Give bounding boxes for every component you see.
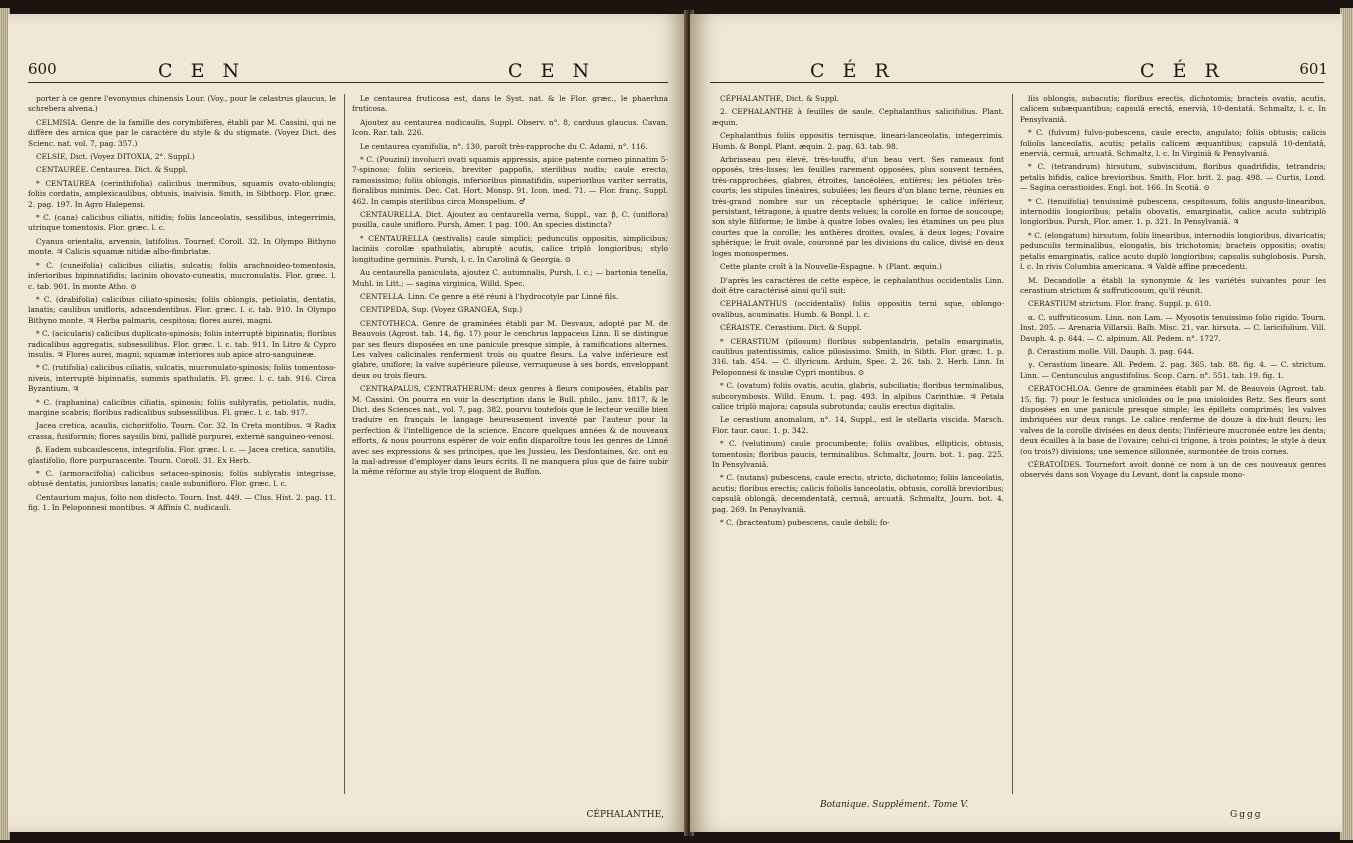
running-head: C É R [810, 60, 895, 82]
text-paragraph: 2. CEPHALANTHE à feuilles de saule. Cephalanthus salicifolius. Plant. æquin. [712, 107, 1004, 127]
text-paragraph: CERASTIUM strictum. Flor. franç. Suppl. p. 610. [1028, 299, 1212, 309]
text-paragraph: CERATOCHLOA. Genre de graminées établi par M. de Beauvois (Agrost. tab. 15, fig. 7) pour le festuca unioloides ou le poa unioloides Retz. Ses fleurs sont disposées en une panicule presque simple; les épillets comprimés; les valves imbriquées sur deux rangs. Le calice renferme de douze à dix-huit fleurs; les valves de la corolle divisées en deux dents; l'inférieure mucronée entre les dents; deux écailles à la base de l'ovaire; celui-ci trigone, à trois pointes; le style à deux (ou trois?) divisions; une semence sillonnée, surmontée de trois cornes. [1020, 384, 1326, 456]
text-paragraph: CÉPHALANTHE, Dict. & Suppl. [720, 94, 840, 103]
header-rule [710, 82, 1324, 83]
text-paragraph: * C. (tenuifolia) tenuissimè pubescens, cespitosum, foliis angusto-linearibus, internodiis longioribus; petalis obovatis, emarginatis, calice acuto subtriplò longioribus. Pursh, Flor. amer. 1. p. 321. In Pensylvaniâ. ♃ [1020, 196, 1326, 227]
text-paragraph: M. Decandolle a établi la synonymie & les variétés suivantes pour les cerastium strictum & suffruticosum, qu'il réunit. [1020, 275, 1326, 295]
text-paragraph: CENTRAPALUS, CENTRATHERUM: deux genres à fleurs composées, établis par M. Cassini. On pourra en voir la description dans le Bull. philo., janv. 1817, & le Dict. des Sciences nat., vol. 7, pag. 382, pourvu toutefois que le lecteur veuille bien traduire en français le langage heureusement inventé par l'auteur pour la perfection & l'intelligence de la science. Encore quelques années & de nouveaux efforts, & nous pourrons espérer de voir enfin disparoître tous les genres de Linné avec ses expressions & ses principes, que les Jussieu, les Desfontaines, &c. ont eu la mal-adresse d'employer dans leurs écrits. Il ne manquera plus que de faire subir la même réforme au style trop éloquent de Buffon. [352, 384, 668, 477]
text-paragraph: CENTIPEDA, Sup. (Voyez GRANGEA, Sup.) [360, 305, 523, 315]
text-paragraph: * C. (rutifolia) calicibus ciliatis, sulcatis, mucronulato-spinosis; foliis tomentoso-niveis, interruptè bipinnatis, summis spathulatis. Fl. græc. l. c. tab. 916. Circa Byzantium. ♃ [28, 363, 336, 394]
signature-mark: Gggg [1230, 810, 1263, 820]
text-paragraph: * C. (armoracifolia) calicibus setaceo-spinosis; foliis sublyratis integrisse, obtusè dentatis, junioribus lanatis; caule subunifloro. Flor. græc. l. c. [28, 469, 336, 489]
text-paragraph: Le centaurea fruticosa est, dans le Syst. nat. & le Flor. græc., le phaerhna fruticosa. [352, 94, 668, 114]
text-paragraph: * C. (tetrandrum) hirsutum, subviscidum, floribus quadrifidis, tetrandris; petalis bifidis, calice brevioribus. Smith, Flor. brit. 2. pag. 498. — Curtis, Lond. — Sagina cerastioides. Engl. bot. 166. In Scotiâ. ⊙ [1020, 162, 1326, 193]
left-page [8, 14, 686, 832]
text-paragraph: Centaurium majus, folio non disfecto. Tourn. Inst. 449. — Clus. Hist. 2. pag. 11. fig. 1. In Peloponnesi montibus. ♃ Affinis C. nudicauli. [28, 492, 336, 513]
text-paragraph: Cephalanthus foliis oppositis ternisque, lineari-lanceolatis, integerrimis. Humb. & Bonpl. Plant. æquin. 2. pag. 63. tab. 98. [712, 131, 1004, 151]
text-paragraph: * C. (drabifolia) calicibus ciliato-spinosis; foliis oblongis, petiolatis, dentatis, lanatis; caulibus unifloris, adscendentibus. Flor. græc. l. c. tab. 910. In Olympo Bithyno monte. ♃ Herba palmaris, cespitosa; flores aurei, magni. [28, 294, 336, 325]
text-paragraph: * C. (nutans) pubescens, caule erecto, stricto, dichotomo; foliis lanceolatis, acutis; floribus erectis; calicis foliolis lanceolatis, obtusis, corollâ brevioribus; capsulâ oblongâ, decemdentatâ, cernuâ, arcuatâ. Schmaltz, Journ. bot. 4. pag. 269. In Pensylvaniâ. [712, 473, 1004, 514]
text-paragraph: CELMISIA. Genre de la famille des corymbifères, établi par M. Cassini, qui ne diffère des arnica que par le caractère du style & du stigmate. (Voyez Dict. des Scienc. nat. vol. 7, pag. 357.) [28, 117, 336, 148]
text-paragraph: * CENTAURELLA (æstivalis) caule simplici; pedunculis oppositis, simplicibus; laciniis corollæ spathulatis, abruptè acutis, calice triplò longioribus; stylo longitudine germinis. Pursh, l. c. In Carolinâ & Georgia. ⊙ [352, 233, 668, 264]
text-paragraph: * C. (acicularis) calicibus duplicato-spinosis; foliis interruptè bipinnatis; floribus radicalibus aggregatis, subsessilibus. Flor. græc. l. c. tab. 911. In Litro & Cypro insulis. ♃ Flores aurei, magni; squamæ interiores sub apice atro-sanguineæ. [28, 329, 336, 359]
text-paragraph: * C. (Pouzini) involucri ovati squamis appressis, apice patente corneo pinnatim 5-7-spinoso; foliis sericeis, breviter pappofis, sterilibus nudis; caule erecto, ramosissimo; foliis oblongis, inferioribus pinnatifidis, superioribus variter serratis, floralibus minimis. Dec. Cat. Hort. Monsp. 91. Icon. ined. 71. — Flor. franç. Suppl. 462. In campis sterilibus circa Monspelium. ♂ [352, 155, 668, 206]
right-page [690, 14, 1342, 832]
text-paragraph: * C. (cana) calicibus ciliatis, nitidis; foliis lanceolatis, sessilibus, integerrimis, utrinque tomentosis. Flor. græc. l. c. [28, 213, 336, 233]
header-rule [28, 82, 668, 83]
text-paragraph: * C. (bracteatum) pubescens, caule debili; fo- [720, 518, 890, 528]
running-head: C E N [158, 60, 246, 82]
page-number: 600 [28, 60, 57, 78]
text-paragraph: CÉRAISTE. Cerastium. Dict. & Suppl. [720, 323, 862, 333]
text-paragraph: porter à ce genre l'evonymus chinensis Lour. (Voy., pour le celastrus glaucus, le schrebera alvena.) [28, 94, 336, 114]
text-paragraph: CENTELLA. Linn. Ce genre a été réuni à l'hydrocotyle par Linné fils. [360, 291, 619, 301]
text-paragraph: * C. (cuneifolia) calicibus ciliatis, sulcatis; foliis arachnoideo-tomentosis, inferioribus bipinnatifidis; laciniis obovato-cuneatis, mucronulatis. Flor. græc. l. c. tab. 901. In monte Atho. ⊙ [28, 260, 336, 291]
text-paragraph: CÉRATOÏDES. Tournefort avoit donné ce nom à un de ces nouveaux genres observés dans son Voyage du Levant, dont la capsule mono- [1020, 460, 1326, 480]
text-paragraph: * C. (elongatum) hirsutum, foliis linearibus, internodiis longioribus, divaricatis; pedunculis terminalibus, elongatis, bis trichotomis; bracteis oppositis; ovatis; petalis emarginatis, calice acuto duplò longioribus; capsulis subglobosis. Pursh, l. c. In rivis Columbia americana. ♃ Valdè affine præcedenti. [1020, 230, 1326, 272]
text-column-1 [28, 94, 336, 517]
text-paragraph: Ajoutez au centaurea nudicaulis, Suppl. Observ. n°. 8, carduus glaucus. Cavan. Icon. Rar. tab. 226. [352, 117, 668, 138]
text-column-2 [352, 94, 668, 481]
text-paragraph: CELSIE, Dict. (Voyez DITOXIA, 2°. Suppl.) [36, 152, 195, 162]
text-paragraph: γ. Cerastium lineare. All. Pedem. 2. pag. 365. tab. 88. fig. 4. — C. strictum. Linn. — Centunculus angustifolius. Scop. Carn. n°. 551. tab. 19. fig. 1. [1020, 360, 1326, 380]
text-paragraph: liis oblongis, subacutis; floribus erectis, dichotomis; bracteis ovatis, acutis, calicem subæquantibus; capsulâ erectâ, enervià, 10-dentatâ. Schmaltz, l. c. In Pensylvaniâ. [1020, 94, 1326, 124]
text-paragraph: CENTAURELLA. Dict. Ajoutez au centaurella verna, Suppl., var. β, C. (uniflora) pusilla, caule unifloro. Pursh, Amer. 1 pag. 100. An species distincta? [352, 210, 668, 230]
footer-title: Botanique. Supplément. Tome V. [820, 800, 969, 810]
text-paragraph: Jacea cretica, acaulis, cichoriifolio. Tourn. Cor. 32. In Creta montibus. ♃ Radix crassa, fusiformis; flores saysilis bini, pallidè purpurei, externè sanguineo-venosi. [28, 421, 336, 441]
text-column-1 [712, 94, 1004, 531]
text-paragraph: β. Cerastium molle. Vill. Dauph. 3. pag. 644. [1028, 346, 1195, 356]
column-separator [1012, 94, 1013, 794]
text-paragraph: Au centaurella paniculata, ajoutez C. autumnalis, Pursh, l. c.; — bartonia tenella, Muhl. in Litt.; — sagina virginica, Willd. Spec. [352, 268, 668, 288]
text-paragraph: α. C. suffruticosum. Linn. non Lam. — Myosotis tenuissimo folio rigido. Tourn. Inst. 205. — Arenaria Villarsii. Balb. Misc. 21, var. hirsuta. — C. laricifolium. Vill. Dauph. 4. p. 644. — C. alpinum. All. Pedem. n°. 1727. [1020, 312, 1326, 343]
text-paragraph: CENTOTHECA. Genre de graminées établi par M. Desvaux, adopté par M. de Beauvois (Agrost. tab. 14, fig. 17) pour le cenchrus lappaceus Linn. Il se distingue par ses fleurs disposées en une panicule presque simple, à ramifications alternes. Les valves calicinales renferment trois ou quatre fleurs. La valve inférieure est glabre, uniflore; la valve supérieure pileuse, verruqueuse à ses bords, enveloppant deux ou trois fleurs. [352, 318, 668, 380]
text-paragraph: CEPHALANTHUS (occidentalis) foliis oppositis terni sque, oblongo-ovalibus, acuminatis. Humb. & Bonpl. l. c. [712, 299, 1004, 319]
running-head: C E N [508, 60, 596, 82]
text-paragraph: * CENTAUREA (cerinthifolia) calicibus inermibus, squamis ovato-oblongis; foliis cordatis, amplexicaulibus, obtusis, inaivisis. Smith, in Sibthorp. Flor. græc. 2. pag. 197. In Agro Halepensi. [28, 178, 336, 209]
column-separator [344, 94, 345, 794]
text-paragraph: Arbrisseau peu élevé, très-touffu, d'un beau vert. Ses rameaux font opposés, très-lisses; les feuilles rarement opposées, plus souvent ternées, très-rapprochées, glabres, étroites, lancéolées, entières; les pétioles très-courts; les stipules linéaires, subulées; les fleurs d'un blanc terne, réunies en très-grand nombre sur un réceptacle sphérique; le calice inférieur, persistant, tétragone, à quatre dents velues; la corolle en forme de soucoupe; son style filiforme; le limbe à quatre lobes ovales; les étamines un peu plus courtes que la corolle; les anthères droites, ovales, à deux loges; l'ovaire sphérique; le fruit ovale, couronné par les divisions du calice, divisé en deux loges monospermes. [712, 155, 1004, 258]
text-paragraph: * C. (ovatum) foliis ovatis, acutis, glabris, subciliatis; floribus terminalibus, subcorymbosis. Willd. Enum. 1. pag. 493. In alpibus Carinthiæ. ♃ Petala calice triplò majora; capsula subrotunda; caulis erectus digitalis. [712, 381, 1004, 411]
text-paragraph: * C. (fulvum) fulvo-pubescens, caule erecto, angulato; foliis obtusis; calicis foliolis lanceolatis, acutis; petalis calicem æquantibus; capsulâ 10-dentatâ, enervià, cernuâ, arcuatâ. Schmaltz, l. c. In Virginiâ & Pensylvaniâ. [1020, 128, 1326, 159]
text-paragraph: D'après les caractères de cette espèce, le cephalanthus occidentalis Linn. doit être caractérisé ainsi qu'il suit: [712, 275, 1004, 295]
text-paragraph: CENTAURÉE. Centaurea. Dict. & Suppl. [36, 165, 188, 175]
catchword: CÉPHALANTHE, [586, 810, 664, 820]
text-paragraph: β. Eadem subcaulescens, integrifolia. Flor. græc. l. c. — Jacea cretica, sanutilis, glastifolio, flore purpurascente. Tourn. Coroll. 31. Ex Herb. [28, 445, 336, 465]
text-paragraph: * C. (raphanina) calicibus ciliatis, spinosis; foliis sublyratis, petiolatis, nudis, margine scabris; floribus radicalibus subsessilibus. Fl. græc. l. c. tab. 917. [28, 397, 336, 417]
page-number: 601 [1299, 60, 1328, 78]
text-paragraph: Cette plante croît à la Nouvelle-Espagne. ♄ (Plant. æquin.) [720, 262, 942, 272]
text-paragraph: Cyanus orientalis, arvensis, latifolius. Tournef. Coroll. 32. In Olympo Bithyno monte. ♃ Calicis squamæ nitidæ albo-fimbriatæ. [28, 236, 336, 257]
text-paragraph: Le cerastium anomalum, n°. 14, Suppl., est le stellaria viscida. Marsch. Flor. taur. cauc. 1. p. 342. [712, 415, 1004, 435]
running-head: C É R [1140, 60, 1225, 82]
text-paragraph: * C. (velutinum) caule procumbente; foliis ovalibus, ellipticis, obtusis, tomentosis; floribus paucis, terminalibus. Schmaltz, Journ. bot. 1. pag. 225. In Pensylvaniâ. [712, 439, 1004, 469]
text-column-2 [1020, 94, 1326, 484]
text-paragraph: * CERASTIUM (pilosum) floribus subpentandris, petalis emarginatis, caulibus patentissimis, calice pilosissimo. Smith, in Sibth. Flor. græc. 1. p. 316. tab. 454. — C. illyricum. Arduin, Spec. 2. 26. tab. 2. Herb. Linn. In Peloponnesi & insulæ Cypri montibus. ⊙ [712, 336, 1004, 377]
text-paragraph: Le centaurea cyanifolia, n°. 130, paroît très-rapproche du C. Adami, n°. 116. [360, 141, 648, 151]
